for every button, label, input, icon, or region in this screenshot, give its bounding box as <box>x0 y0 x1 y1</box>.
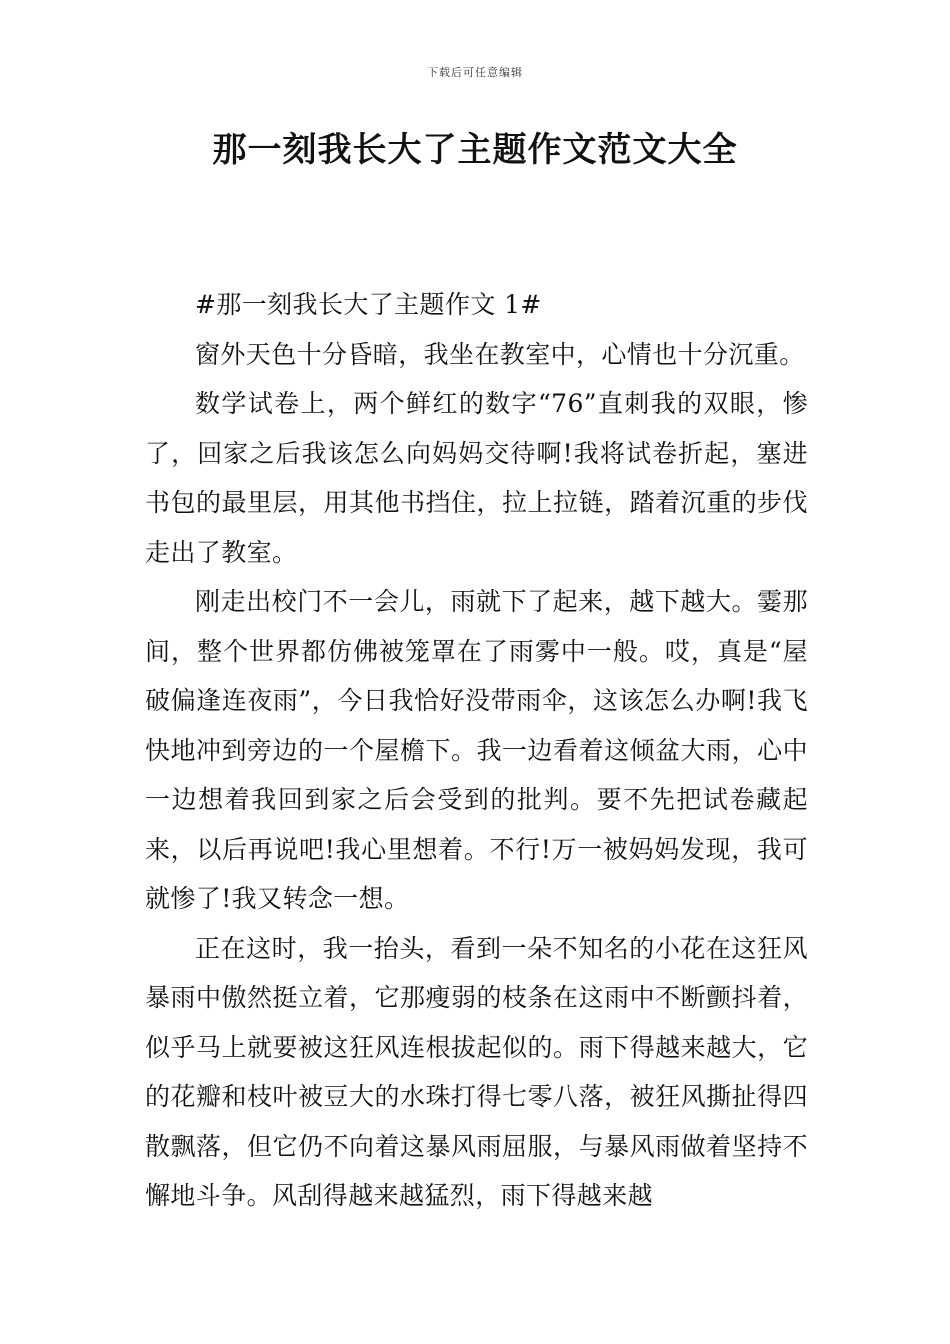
paragraph: 窗外天色十分昏暗，我坐在教室中，心情也十分沉重。 <box>195 339 805 369</box>
section-heading: #那一刻我长大了主题作文 1# <box>195 290 542 319</box>
paragraph: 正在这时，我一抬头，看到一朵不知名的小花在这狂风暴雨中傲然挺立着，它那瘦弱的枝条在这雨中不断颤抖着，似乎马上就要被这狂风连根拔起似的。雨下得越来越大，它的花瓣和枝叶被豆大的水珠打得七零八落，被狂风撕扯得四散飘落，但它仍不向着这暴风雨屈服，与暴风雨做着坚持不懈地斗争。风刮得越来越猛烈，雨下得越来越 <box>145 933 808 1210</box>
paragraph: 刚走出校门不一会儿，雨就下了起来，越下越大。霎那间，整个世界都仿佛被笼罩在了雨雾中一般。哎，真是“屋破偏逢连夜雨”，今日我恰好没带雨伞，这该怎么办啊!我飞快地冲到旁边的一个屋檐下。我一边看着这倾盆大雨，心中一边想着我回到家之后会受到的批判。要不先把试卷藏起来，以后再说吧!我心里想着。不行!万一被妈妈发现，我可就惨了!我又转念一想。 <box>145 587 808 913</box>
document-title: 那一刻我长大了主题作文范文大全 <box>212 130 738 170</box>
document-body <box>145 280 808 1221</box>
header-note: 下载后可任意编辑 <box>427 66 523 79</box>
paragraph: 数学试卷上，两个鲜红的数字“76”直刺我的双眼，惨了，回家之后我该怎么向妈妈交待啊!我将试卷折起，塞进书包的最里层，用其他书挡住，拉上拉链，踏着沉重的步伐走出了教室。 <box>145 389 808 567</box>
